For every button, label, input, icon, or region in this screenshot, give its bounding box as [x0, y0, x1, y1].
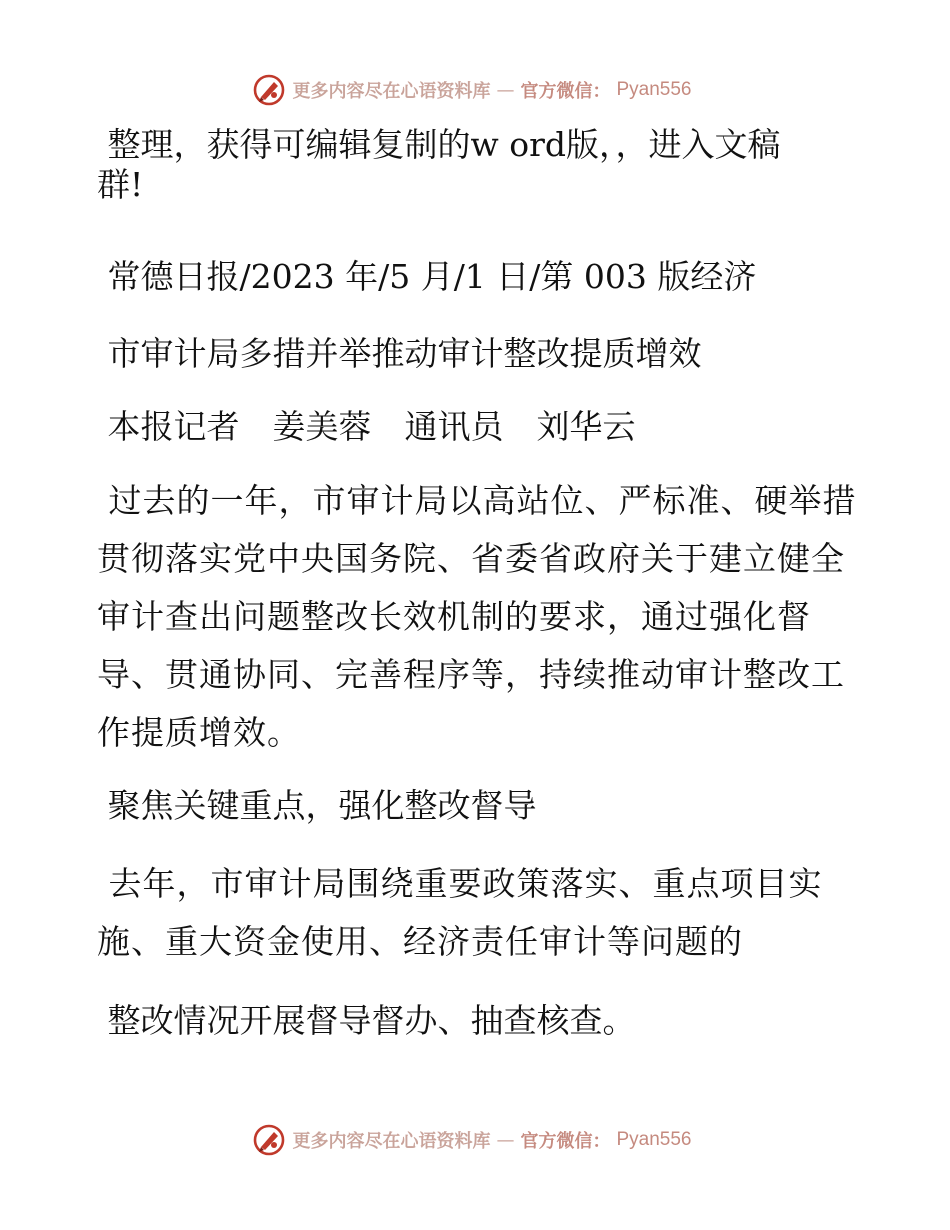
- banner-accent-text: 官方微信：: [520, 81, 611, 102]
- banner-dash: —: [496, 79, 515, 101]
- header-banner-inner: [252, 73, 691, 107]
- headline: 市审计局多措并举推动审计整改提质增效: [97, 334, 702, 373]
- header-banner: [0, 70, 950, 110]
- pen-seal-icon: [252, 1123, 286, 1157]
- pen-seal-icon: [252, 73, 286, 107]
- banner-handle: Pyan556: [616, 1129, 692, 1150]
- byline: 本报记者 姜美蓉 通讯员 刘华云: [97, 407, 636, 446]
- banner-main-text: 更多内容尽在心语资料库: [292, 81, 491, 102]
- footer-banner: [0, 1120, 950, 1160]
- source-line: 常德日报/2023 年/5 月/1 日/第 003 版经济: [97, 257, 757, 296]
- banner-handle: Pyan556: [616, 79, 692, 100]
- paragraph-2: 去年，市审计局围绕重要政策落实、重点项目实施、重大资金使用、经济责任审计等问题的: [97, 864, 823, 961]
- intro-line-2: 群!: [97, 165, 144, 204]
- banner-main-text: 更多内容尽在心语资料库: [292, 1131, 491, 1152]
- paragraph-3: 整改情况开展督导督办、抽查核查。: [97, 1001, 636, 1040]
- intro-line-1: 整理，获得可编辑复制的w ord版，，进入文稿: [97, 125, 781, 164]
- banner-accent-text: 官方微信：: [520, 1131, 611, 1152]
- footer-banner-inner: [252, 1123, 691, 1157]
- paragraph-1: 过去的一年，市审计局以高站位、严标准、硬举措贯彻落实党中央国务院、省委省政府关于建立健全审计查出问题整改长效机制的要求，通过强化督导、贯通协同、完善程序等，持续推动审计整改工作提质增效。: [97, 481, 857, 752]
- subhead: 聚焦关键重点，强化整改督导: [97, 786, 537, 825]
- banner-dash: —: [496, 1129, 515, 1151]
